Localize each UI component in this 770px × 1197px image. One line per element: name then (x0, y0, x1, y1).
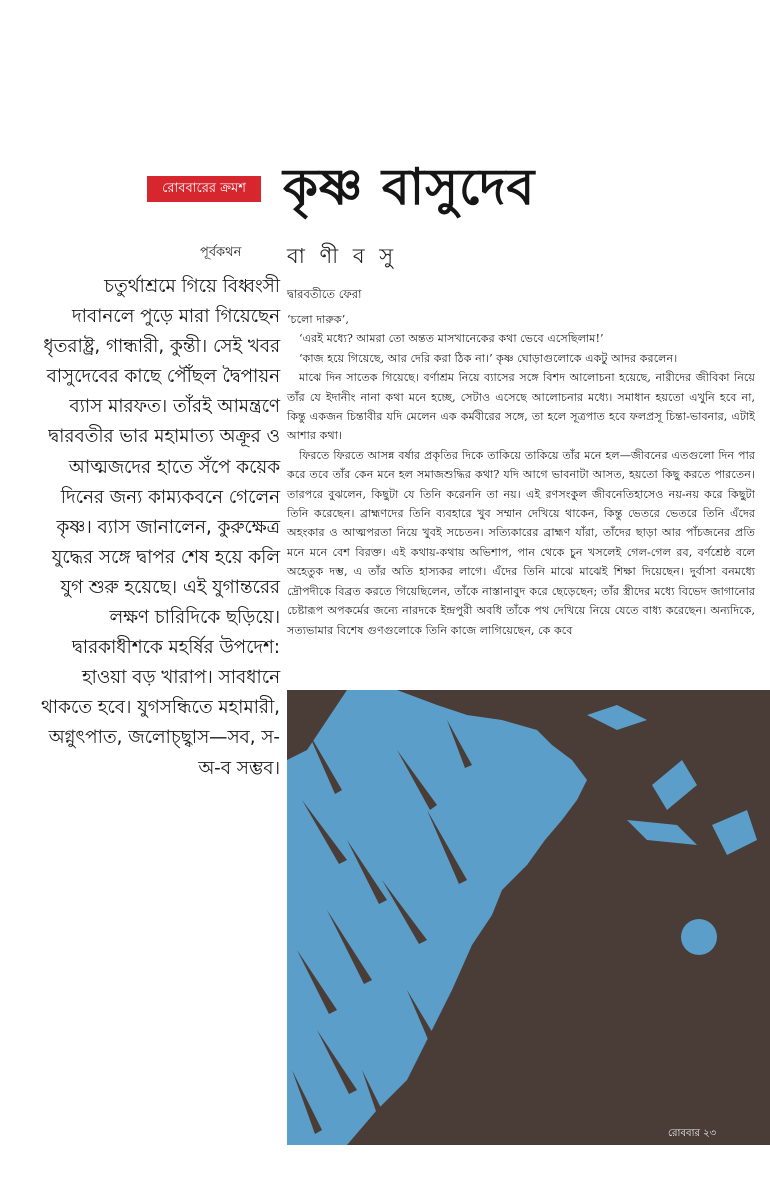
paragraph: ‘কাজ হয়ে গিয়েছে, আর দেরি করা ঠিক না।’ কৃষ্ণ ঘোড়াগুলোকে একটু আদর করলেন। (299, 351, 678, 365)
recap-summary: চতুর্থাশ্রমে গিয়ে বিধ্বংসী দাবানলে পুড়ে মারা গিয়েছেন ধৃতরাষ্ট্র, গান্ধারী, কুন্তী। সেই খবর বাসুদেবের কাছে পৌঁছল দ্বৈপায়ন ব্যাস মারফত। তাঁরই আমন্ত্রণে দ্বারবতীর ভার মহামাত্য অক্রূর ও আত্মজদের হাতে সঁপে কয়েক দিনের জন্য কাম্যকবনে গেলেন কৃষ্ণ। ব্যাস জানালেন, কুরুক্ষেত্র যুদ্ধের সঙ্গে দ্বাপর শেষ হয়ে কলি যুগ শুরু হয়েছে। এই যুগান্তরের লক্ষণ চারিদিকে ছড়িয়ে। দ্বারকাধীশকে মহর্ষির উপদেশ: হাওয়া বড় খারাপ। সাবধানে থাকতে হবে। যুগসন্ধিতে মহামারী, অগ্নুৎপাত, জলোচ্ছ্বাস—সব, স-অ-ব সম্ভব। (40, 276, 280, 779)
article-body (287, 310, 755, 640)
section-heading: দ্বারবতীতে ফেরা (287, 287, 362, 301)
eye-circle (681, 919, 717, 955)
series-tag: রোববারের ক্রমশ (147, 176, 261, 202)
recap-label: পূর্বকথন (200, 245, 242, 260)
page-folio: রোববার ২৩ (668, 1128, 717, 1139)
paragraph: ফিরতে ফিরতে আসন্ন বর্ষার প্রকৃতির দিকে তাকিয়ে তাকিয়ে তাঁর মনে হল—জীবনের এতগুলো দিন পার করে তবে তাঁর কেন মনে হল সমাজশুদ্ধির কথা? যদি আগে ভাবনাটা আসত, হয়তো কিছু করতে পারতেন। তারপরে বুঝলেন, কিছুটা যে তিনি করেননি তা নয়। এই রণসংকুল জীবনেতিহাসেও নয়-নয় করে কিছুটা তিনি করেছেন। ব্রাহ্মণদের তিনি ব্যবহারে খুব সম্মান দেখিয়ে থাকেন, কিন্তু ভেতরে ভেতরে তিনি এঁদের অহংকার ও আত্মপরতা নিয়ে খুবই সচেতন। সত্যিকারের ব্রাহ্মণ যাঁরা, তাঁদের ছাড়া আর পাঁচজনের প্রতি মনে মনে বেশ বিরক্ত। এই কথায়-কথায় অভিশাপ, পান থেকে চুন খসলেই গেল-গেল রব, বর্ণশ্রেষ্ঠ বলে অহেতুক দম্ভ, এ তাঁর অতি হাস্যকর লাগে। এঁদের তিনি মাঝে মাঝেই শিক্ষা দিয়েছেন। দুর্বাসা বনমধ্যে দ্রৌপদীকে বিব্রত করতে গিয়েছিলেন, তাঁকে নাস্তানাবুদ করে ছেড়েছেন; তাঁর স্ত্রীদের মধ্যে বিভেদ জাগানোর চেষ্টারূপ অপকর্মের জন্যে নারদকে ইন্দ্রপুরী অবধি তাঁকে পথ দেখিয়ে নিয়ে যেতে বাধ্য করেছেন। অন্যদিকে, সত্যভামার বিশেষ গুণগুলোকে তিনি কাজে লাগিয়েছেন, কে কবে (287, 448, 755, 637)
paragraph: মাঝে দিন সাতেক গিয়েছে। বর্ণাশ্রম নিয়ে ব্যাসের সঙ্গে বিশদ আলোচনা হয়েছে, নারীদের জীবিকা নিয়ে তাঁর যে ইদানীং নানা কথা মনে হচ্ছে, সেটাও এসেছে আলোচনার মধ্যে। সমাধান হয়তো এখুনি হবে না, কিন্তু একজন চিন্তাবীর যদি মেলেন এক কর্মবীরের সঙ্গে, তা হলে সূত্রপাত হবে ফলপ্রসূ চিন্তা-ভাবনার, এটাই আশার কথা। (287, 371, 755, 443)
author-byline: বা ণী ব সু (287, 244, 398, 268)
illustration (287, 690, 770, 1145)
article-title: কৃষ্ণ বাসুদেব (283, 158, 536, 216)
paragraph: ‘চলো দারুক’, (287, 313, 349, 326)
paragraph: ‘এরই মধ্যে? আমরা তো অন্তত মাসখানেকের কথা ভেবে এসেছিলাম!’ (299, 332, 604, 346)
